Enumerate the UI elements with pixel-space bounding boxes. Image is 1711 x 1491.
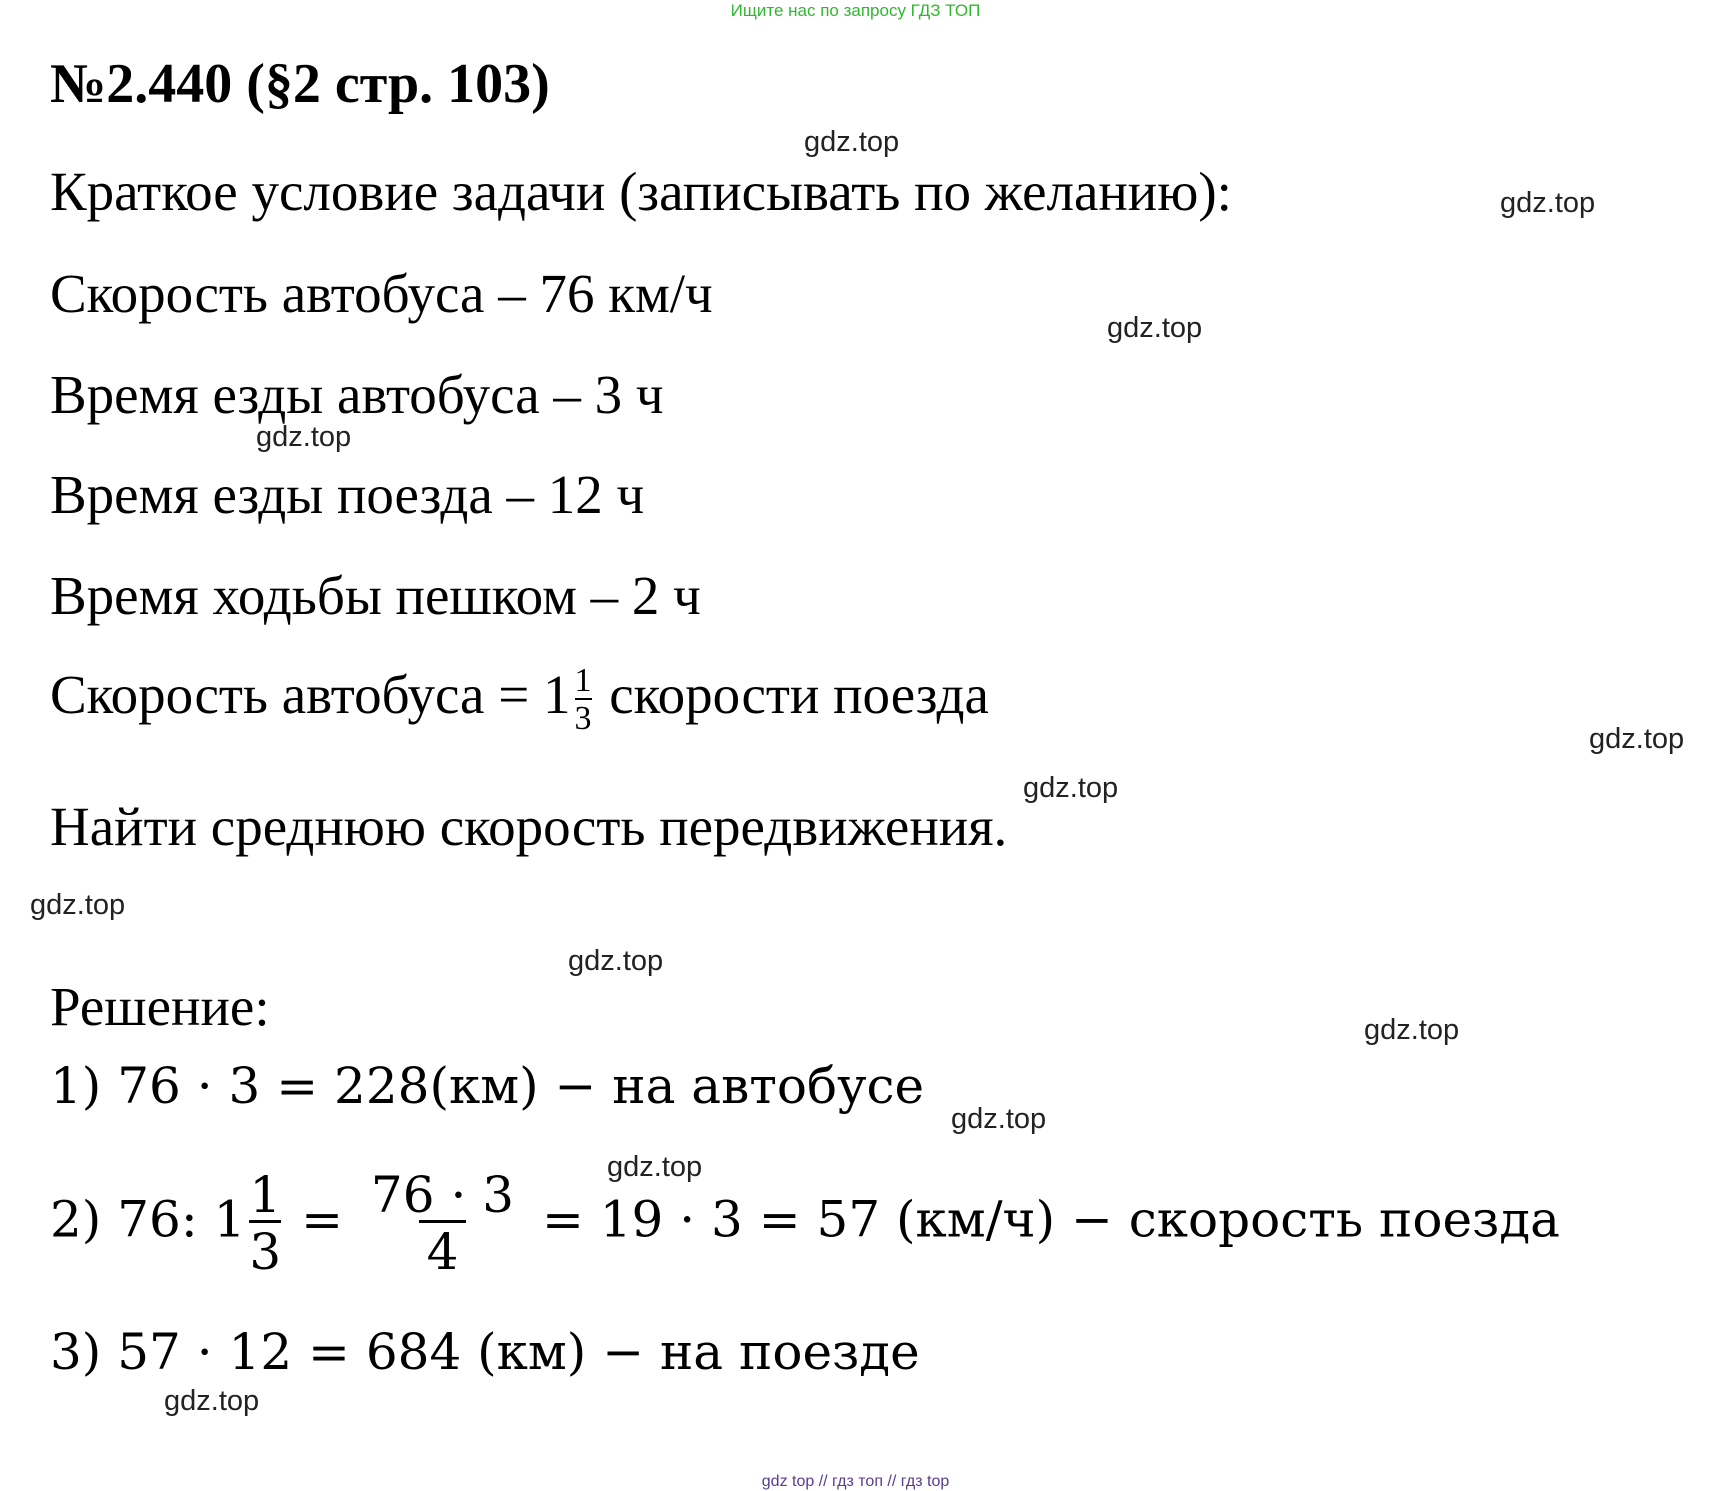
ratio-fraction-den: 3 [574, 700, 592, 738]
watermark: gdz.top [568, 945, 664, 977]
step2-fraction-2-den: 4 [419, 1220, 467, 1277]
solution-heading: Решение: [50, 976, 270, 1037]
page-title: №2.440 (§2 стр. 103) [50, 53, 550, 115]
watermark: gdz.top [804, 126, 900, 158]
watermark: gdz.top [1500, 187, 1596, 219]
condition-question: Найти среднюю скорость передвижения. [50, 796, 1008, 857]
ratio-fraction-num: 1 [574, 662, 592, 700]
step2-equals: = [301, 1190, 344, 1249]
condition-heading: Краткое условие задачи (записывать по желанию): [50, 161, 1232, 222]
ratio-suffix: скорости поезда [609, 664, 989, 725]
watermark: gdz.top [1364, 1014, 1460, 1046]
footer-links: gdz top // гдз топ // гдз top [761, 1473, 950, 1490]
watermark: gdz.top [1023, 772, 1119, 804]
watermark: gdz.top [164, 1385, 260, 1417]
condition-bus-time: Время езды автобуса – 3 ч [50, 364, 664, 425]
solution-step-1: 1) 76 · 3 = 228(км) − на автобусе [50, 1057, 925, 1115]
watermark: gdz.top [256, 421, 352, 453]
step2-fraction-2-num: 76 · 3 [370, 1166, 515, 1224]
watermark: gdz.top [1589, 723, 1685, 755]
watermark: gdz.top [607, 1151, 703, 1183]
solution-step-3: 3) 57 · 12 = 684 (км) − на поезде [50, 1323, 920, 1381]
watermark: gdz.top [1107, 312, 1203, 344]
condition-ratio [50, 663, 989, 736]
condition-bus-speed: Скорость автобуса – 76 км/ч [50, 263, 713, 324]
ratio-prefix: Скорость автобуса = 1 [50, 664, 571, 725]
condition-train-time: Время езды поезда – 12 ч [50, 464, 645, 525]
step2-prefix: 2) 76: 1 [50, 1190, 246, 1249]
step2-fraction-1-num: 1 [249, 1166, 282, 1224]
step2-fraction-1 [249, 1166, 282, 1281]
condition-walk-time: Время ходьбы пешком – 2 ч [50, 565, 701, 626]
top-banner: Ищите нас по запросу ГДЗ ТОП [730, 1, 981, 20]
watermark: gdz.top [30, 889, 126, 921]
step2-fraction-2 [363, 1166, 522, 1281]
step2-fraction-1-den: 3 [249, 1220, 281, 1277]
ratio-fraction [575, 664, 592, 736]
step2-suffix: = 19 · 3 = 57 (км/ч) − скорость поезда [541, 1190, 1560, 1249]
watermark: gdz.top [951, 1103, 1047, 1135]
